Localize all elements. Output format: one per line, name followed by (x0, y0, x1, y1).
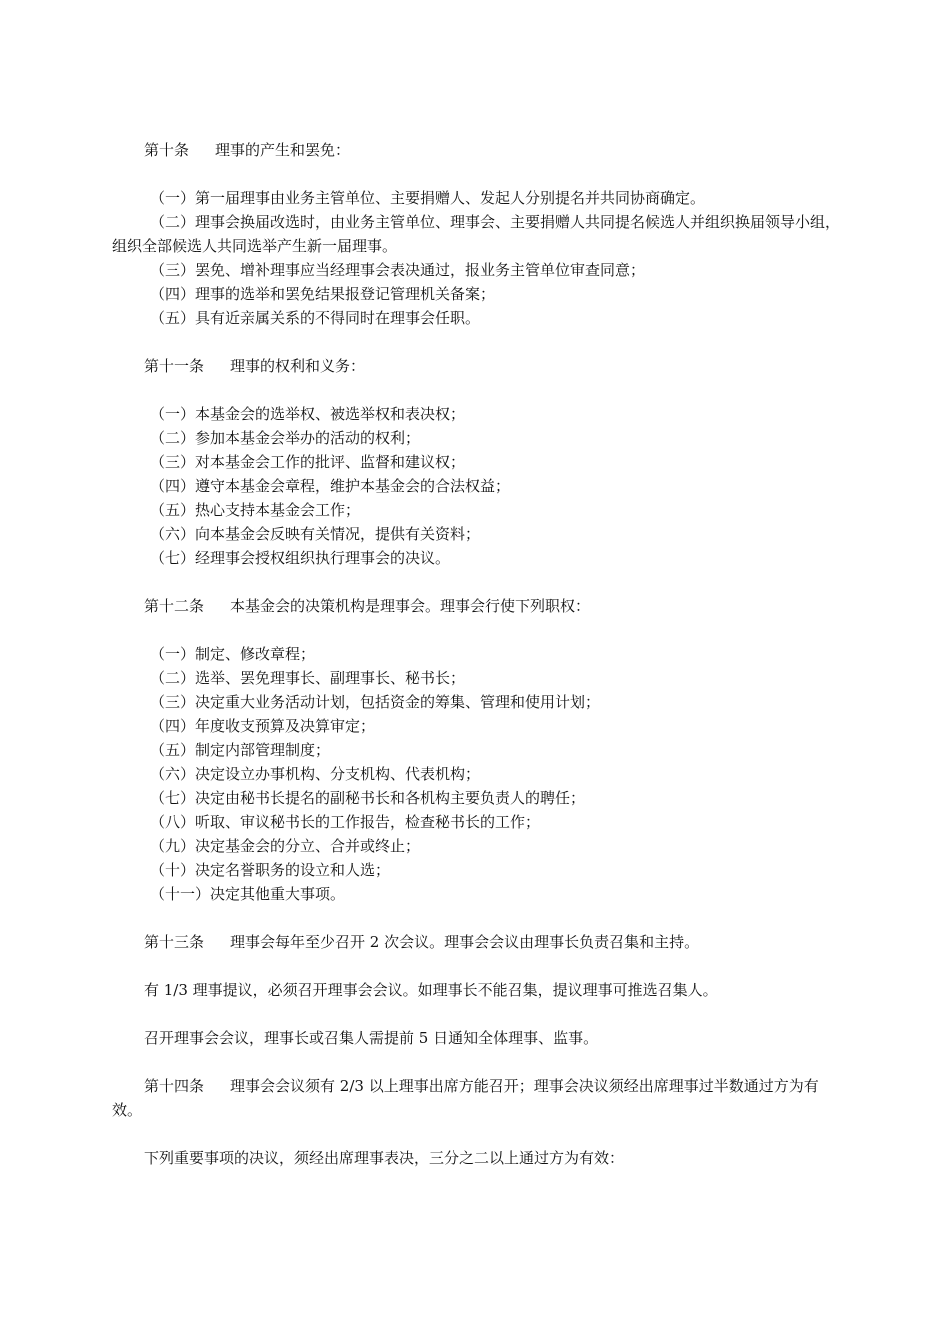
article-10-item-2: （二）理事会换届改选时，由业务主管单位、理事会、主要捐赠人共同提名候选人并组织换届领导小组，组织全部候选人共同选举产生新一届理事。 (112, 213, 841, 255)
article-12-label: 第十二条 (144, 597, 205, 615)
article-10-label: 第十条 (144, 141, 190, 159)
article-12-item-4: （四）年度收支预算及决算审定； (150, 717, 376, 735)
article-13-label: 第十三条 (144, 933, 205, 951)
article-13-heading (112, 930, 842, 954)
article-12-item-5: （五）制定内部管理制度； (150, 741, 331, 759)
article-13-paragraph-1: 有 1/3 理事提议，必须召开理事会会议。如理事长不能召集，提议理事可推选召集人。 (144, 981, 718, 999)
article-12-item-7: （七）决定由秘书长提名的副秘书长和各机构主要负责人的聘任； (150, 789, 586, 807)
article-14-label: 第十四条 (144, 1077, 205, 1095)
article-11-item-4: （四）遵守本基金会章程，维护本基金会的合法权益； (150, 477, 511, 495)
article-12-heading (112, 594, 842, 618)
article-12-item-1: （一）制定、修改章程； (150, 645, 316, 663)
article-10-item-3: （三）罢免、增补理事应当经理事会表决通过，报业务主管单位审查同意； (150, 261, 646, 279)
article-12-item-10: （十）决定名誉职务的设立和人选； (150, 861, 391, 879)
article-14-title: 理事会会议须有 2/3 以上理事出席方能召开；理事会决议须经出席理事过半数通过方为有效。 (112, 1077, 819, 1119)
article-12-item-11: （十一）决定其他重大事项。 (150, 885, 346, 903)
article-11-item-3: （三）对本基金会工作的批评、监督和建议权； (150, 453, 466, 471)
article-11-item-1: （一）本基金会的选举权、被选举权和表决权； (150, 405, 466, 423)
article-11-item-5: （五）热心支持本基金会工作； (150, 501, 361, 519)
article-12-item-2: （二）选举、罢免理事长、副理事长、秘书长； (150, 669, 466, 687)
article-13-title: 理事会每年至少召开 2 次会议。理事会会议由理事长负责召集和主持。 (230, 933, 700, 951)
article-10-title: 理事的产生和罢免： (215, 141, 351, 159)
article-11-title: 理事的权利和义务： (230, 357, 366, 375)
article-12-item-6: （六）决定设立办事机构、分支机构、代表机构； (150, 765, 481, 783)
article-10-item-4: （四）理事的选举和罢免结果报登记管理机关备案； (150, 285, 496, 303)
article-12-item-9: （九）决定基金会的分立、合并或终止； (150, 837, 421, 855)
article-12-item-3: （三）决定重大业务活动计划，包括资金的筹集、管理和使用计划； (150, 693, 601, 711)
document-body (112, 138, 842, 1170)
article-12-title: 本基金会的决策机构是理事会。理事会行使下列职权： (230, 597, 591, 615)
article-11-item-6: （六）向本基金会反映有关情况，提供有关资料； (150, 525, 481, 543)
article-10-item-5: （五）具有近亲属关系的不得同时在理事会任职。 (150, 309, 481, 327)
article-14-paragraph-1: 下列重要事项的决议，须经出席理事表决，三分之二以上通过方为有效： (144, 1149, 625, 1167)
article-13-paragraph-2: 召开理事会会议，理事长或召集人需提前 5 日通知全体理事、监事。 (144, 1029, 599, 1047)
article-11-label: 第十一条 (144, 357, 205, 375)
article-11-item-7: （七）经理事会授权组织执行理事会的决议。 (150, 549, 451, 567)
article-10-item-1: （一）第一届理事由业务主管单位、主要捐赠人、发起人分别提名并共同协商确定。 (150, 189, 706, 207)
article-11-item-2: （二）参加本基金会举办的活动的权利； (150, 429, 421, 447)
article-14-heading (112, 1074, 842, 1122)
article-11-heading (112, 354, 842, 378)
article-12-item-8: （八）听取、审议秘书长的工作报告，检查秘书长的工作； (150, 813, 541, 831)
article-10-heading (112, 138, 842, 162)
